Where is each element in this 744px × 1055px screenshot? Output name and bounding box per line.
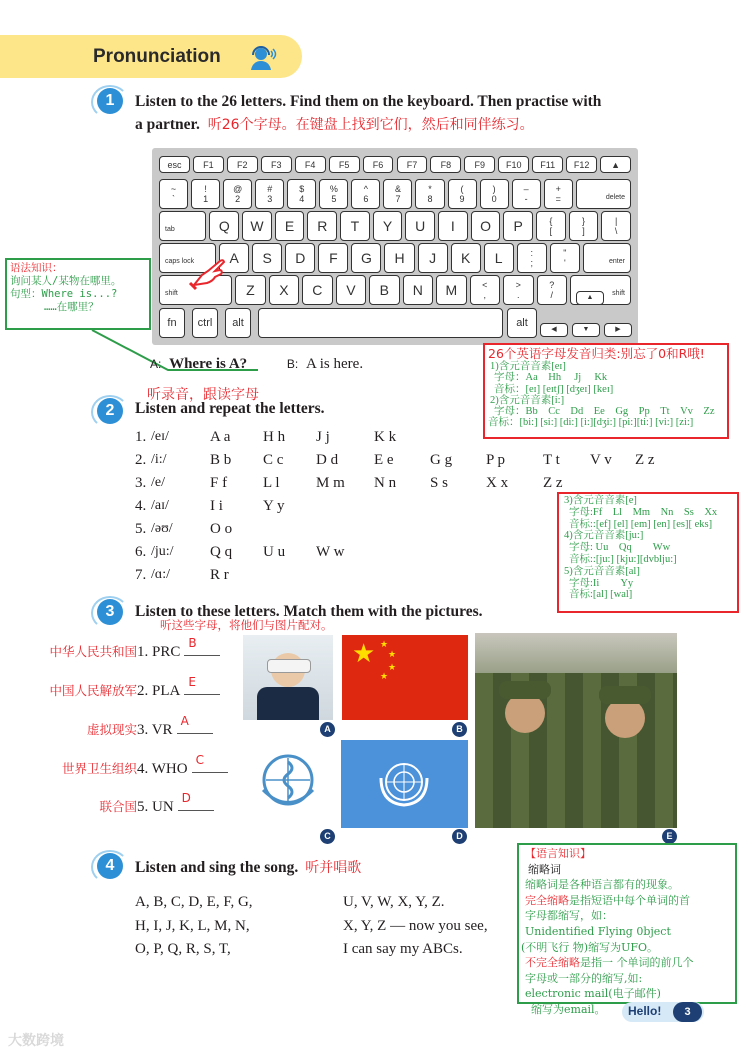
keyboard-key[interactable]: tab bbox=[159, 211, 206, 241]
section-1-translation: 听26个字母。在键盘上找到它们，然后和同伴练习。 bbox=[207, 117, 534, 133]
page-title: Pronunciation bbox=[93, 46, 221, 67]
lang-note-term: 不完全缩略 bbox=[525, 956, 580, 970]
vowel-note-line: 1)含元音音素[eɪ] bbox=[490, 361, 566, 372]
keyboard-key[interactable]: F10 bbox=[498, 156, 529, 173]
keyboard-key[interactable]: @ 2 bbox=[223, 179, 252, 209]
keyboard-key[interactable]: fn bbox=[159, 308, 185, 338]
lang-note-line: 是指短语中每个单词的首 bbox=[569, 893, 690, 907]
keyboard-key[interactable]: Z bbox=[235, 275, 265, 305]
keyboard-key[interactable]: : ; bbox=[517, 243, 547, 273]
keyboard-key[interactable]: ( 9 bbox=[448, 179, 477, 209]
vowel-note-line: 音标::[ef] [el] [em] [en] [es][ eks] bbox=[569, 518, 713, 530]
keyboard-key[interactable]: G bbox=[351, 243, 381, 273]
answer-blank[interactable] bbox=[192, 753, 228, 773]
section-2-translation: 听录音，跟读字母 bbox=[147, 387, 259, 403]
vowel-note-line: 音标:[al] [wal] bbox=[569, 589, 633, 601]
abbreviation-row bbox=[99, 797, 137, 816]
keyboard-key[interactable]: S bbox=[252, 243, 282, 273]
letter-pair: N n bbox=[374, 475, 397, 491]
vowel-note-line: 字母：Aa Hh Jj Kk bbox=[494, 372, 608, 384]
keyboard-key[interactable]: B bbox=[369, 275, 399, 305]
letter-pair: K k bbox=[374, 429, 397, 445]
letter-pair: F f bbox=[210, 475, 228, 491]
keyboard-key[interactable]: P bbox=[503, 211, 533, 241]
keyboard-key[interactable]: F5 bbox=[329, 156, 360, 173]
letter-pair: A a bbox=[210, 429, 231, 445]
keyboard-key[interactable]: F3 bbox=[261, 156, 292, 173]
section-1-title-2: a partner. bbox=[135, 116, 200, 133]
keyboard-key[interactable]: shift bbox=[159, 275, 232, 305]
keyboard-key[interactable]: Y bbox=[373, 211, 403, 241]
letter-row-ipa: /aɪ/ bbox=[151, 498, 169, 513]
answer-blank[interactable] bbox=[184, 675, 220, 695]
letter-pair: Z z bbox=[543, 475, 563, 491]
letter-row-ipa: /ju:/ bbox=[151, 544, 174, 559]
dialog-a-label: A: bbox=[150, 357, 162, 371]
keyboard-key[interactable]: F7 bbox=[397, 156, 428, 173]
letter-pair: B b bbox=[210, 452, 232, 468]
vowel-note-line: 5)含元音音素[al] bbox=[564, 565, 640, 577]
keyboard-key[interactable]: ▼ bbox=[572, 323, 600, 337]
song-line: I can say my ABCs. bbox=[343, 941, 463, 957]
keyboard-key[interactable]: L bbox=[484, 243, 514, 273]
dialog-b-text: A is here. bbox=[306, 356, 364, 372]
letter-row-ipa: /əʊ/ bbox=[151, 521, 173, 536]
vowel-note-line: 音标::[ju:] [kju:][dvblju:] bbox=[569, 553, 677, 565]
keyboard-key[interactable]: T bbox=[340, 211, 370, 241]
letter-pair: Z z bbox=[635, 452, 655, 468]
letter-pair: T t bbox=[543, 452, 560, 468]
section-2-title: Listen and repeat the letters. bbox=[135, 400, 325, 417]
section-1-badge: 1 bbox=[97, 88, 123, 114]
keyboard-key[interactable]: ? / bbox=[537, 275, 567, 305]
song-line: H, I, J, K, L, M, N, bbox=[135, 917, 250, 934]
keyboard-key[interactable]: caps lock bbox=[159, 243, 216, 273]
letter-pair: G g bbox=[430, 452, 453, 468]
abbreviation-row bbox=[49, 681, 137, 700]
letter-row-number: 7. bbox=[135, 567, 147, 583]
song-line: A, B, C, D, E, F, G, bbox=[135, 894, 253, 910]
grammar-note-line: 询问某人/某物在哪里。 bbox=[10, 275, 122, 287]
keyboard-key[interactable]: " ' bbox=[550, 243, 580, 273]
picture-label: D bbox=[452, 829, 467, 844]
keyboard-key[interactable]: shift bbox=[570, 275, 631, 305]
grammar-note-line: ……在哪里？ bbox=[44, 301, 99, 313]
keyboard-key[interactable]: X bbox=[269, 275, 299, 305]
keyboard-key[interactable]: ^ 6 bbox=[351, 179, 380, 209]
keyboard-key[interactable]: ctrl bbox=[192, 308, 218, 338]
dialog-a-text: Where is A? bbox=[169, 356, 248, 372]
letter-pair: D d bbox=[316, 452, 339, 468]
abbreviation-row bbox=[62, 759, 137, 778]
letter-row-number: 4. bbox=[135, 498, 147, 514]
keyboard-key[interactable]: F8 bbox=[430, 156, 461, 173]
keyboard-key[interactable]: % 5 bbox=[319, 179, 348, 209]
keyboard-key[interactable]: ▲ bbox=[576, 291, 604, 305]
vowel-note-line: 音标：[bi:] [si:] [di:] [i:][dʒi:] [pi:][ti:] [vi:] [zi:] bbox=[488, 417, 694, 429]
vowel-note-line: 字母: Uu Qq Ww bbox=[569, 542, 671, 554]
vowel-note-title: 26个英语字母发音归类:别忘了0和R哦! bbox=[488, 346, 705, 361]
abbreviation-row bbox=[137, 636, 220, 661]
keyboard-key[interactable]: F9 bbox=[464, 156, 495, 173]
keyboard-key[interactable]: H bbox=[384, 243, 414, 273]
vowel-note-1 bbox=[483, 343, 729, 439]
letter-pair: H h bbox=[263, 429, 286, 445]
hand-pointer-icon bbox=[188, 255, 230, 296]
abbreviation-text: 5. UN bbox=[137, 799, 174, 815]
lang-note-line: 缩写为email。 bbox=[531, 1002, 606, 1016]
keyboard-key[interactable]: U bbox=[405, 211, 435, 241]
picture-china-flag: ★ ★ ★ ★ ★ bbox=[342, 635, 468, 720]
keyboard-key[interactable]: alt bbox=[225, 308, 251, 338]
keyboard-key[interactable]: + = bbox=[544, 179, 573, 209]
keyboard-key[interactable]: esc bbox=[159, 156, 190, 173]
keyboard-key[interactable]: F12 bbox=[566, 156, 597, 173]
lang-note-title: 【语言知识】 bbox=[525, 847, 591, 860]
keyboard-key[interactable]: C bbox=[302, 275, 332, 305]
abbreviation-text: 1. PRC bbox=[137, 644, 181, 660]
section-3-title: Listen to these letters. Match them with the pictures. bbox=[135, 603, 483, 620]
letter-pair: I i bbox=[210, 498, 223, 514]
letter-row-number: 5. bbox=[135, 521, 147, 537]
keyboard-key[interactable]: enter bbox=[583, 243, 631, 273]
section-4-title: Listen and sing the song. bbox=[135, 859, 299, 876]
abbreviation-text: 2. PLA bbox=[137, 683, 181, 699]
picture-label: A bbox=[320, 722, 335, 737]
watermark: 大数跨境 bbox=[8, 1033, 64, 1049]
keyboard-key[interactable]: | \ bbox=[601, 211, 631, 241]
dialog-b-label: B: bbox=[286, 357, 299, 371]
abbreviation-row bbox=[137, 791, 214, 816]
keyboard-key[interactable]: D bbox=[285, 243, 315, 273]
picture-vr bbox=[243, 635, 333, 720]
keyboard-key[interactable]: ) 0 bbox=[480, 179, 509, 209]
letter-row-ipa: /eɪ/ bbox=[151, 429, 169, 444]
answer-blank[interactable] bbox=[177, 714, 213, 734]
keyboard-key[interactable]: E bbox=[275, 211, 305, 241]
abbreviation-row bbox=[137, 714, 213, 739]
grammar-note-title: 语法知识： bbox=[10, 262, 63, 274]
keyboard-image bbox=[152, 148, 638, 345]
letter-pair: P p bbox=[486, 452, 506, 468]
keyboard-key[interactable]: ◀ bbox=[540, 323, 568, 337]
letter-row-ipa: /e/ bbox=[151, 475, 165, 490]
letter-pair: M m bbox=[316, 475, 345, 491]
footer-hello: Hello! bbox=[628, 1004, 662, 1018]
keyboard-key[interactable]: F2 bbox=[227, 156, 258, 173]
answer-blank[interactable] bbox=[184, 636, 220, 656]
answer-letter: C bbox=[195, 753, 204, 767]
keyboard-key[interactable]: ▶ bbox=[604, 323, 632, 337]
letter-row-number: 1. bbox=[135, 429, 147, 445]
keyboard-key[interactable]: F4 bbox=[295, 156, 326, 173]
keyboard-key[interactable]: R bbox=[307, 211, 337, 241]
abbreviation-translation: 中华人民共和国 bbox=[49, 644, 137, 659]
abbreviation-text: 3. VR bbox=[137, 722, 173, 738]
keyboard-key[interactable]: # 3 bbox=[255, 179, 284, 209]
keyboard-key[interactable]: F11 bbox=[532, 156, 563, 173]
vowel-note-line: 4)含元音音素[ju:] bbox=[564, 530, 644, 542]
grammar-note-line: 句型：Where is...? bbox=[10, 288, 118, 300]
vowel-note-2 bbox=[557, 492, 739, 613]
keyboard-key[interactable]: ~ ` bbox=[159, 179, 188, 209]
vowel-note-line: 2)含元音音素[i:] bbox=[490, 394, 565, 406]
keyboard-key[interactable] bbox=[258, 308, 503, 338]
abbreviation-translation: 虚拟现实 bbox=[86, 722, 137, 737]
picture-label: C bbox=[320, 829, 335, 844]
answer-letter: E bbox=[188, 675, 196, 689]
abbreviation-translation: 联合国 bbox=[99, 799, 137, 814]
answer-letter: D bbox=[181, 791, 191, 805]
keyboard-key[interactable]: > . bbox=[503, 275, 533, 305]
letter-pair: V v bbox=[590, 452, 612, 468]
section-4-translation: 听并唱歌 bbox=[305, 860, 362, 876]
letter-row-number: 3. bbox=[135, 475, 147, 491]
keyboard-key[interactable]: < , bbox=[470, 275, 500, 305]
letter-pair: W w bbox=[316, 544, 345, 560]
letter-pair: X x bbox=[486, 475, 509, 491]
vowel-note-line: 3)含元音音素[e] bbox=[564, 495, 637, 506]
keyboard-key[interactable]: ! 1 bbox=[191, 179, 220, 209]
keyboard-key[interactable]: N bbox=[403, 275, 433, 305]
headset-icon bbox=[247, 42, 277, 72]
answer-letter: A bbox=[180, 714, 189, 728]
vowel-note-line: 字母:Ff Ll Mm Nn Ss Xx bbox=[569, 506, 718, 518]
abbreviation-translation: 中国人民解放军 bbox=[49, 683, 137, 698]
song-line: U, V, W, X, Y, Z. bbox=[343, 894, 445, 910]
section-4-badge: 4 bbox=[97, 853, 123, 879]
song-right-column bbox=[343, 891, 488, 962]
section-1-title: Listen to the 26 letters. Find them on the keyboard. Then practise with bbox=[135, 93, 602, 110]
letter-pair: Y y bbox=[263, 498, 285, 514]
section-3-badge: 3 bbox=[97, 599, 123, 625]
letter-pair: O o bbox=[210, 521, 233, 537]
vowel-note-line: 字母：Bb Cc Dd Ee Gg Pp Tt Vv Zz bbox=[494, 406, 715, 418]
keyboard-key[interactable]: – - bbox=[512, 179, 541, 209]
answer-letter: B bbox=[188, 636, 197, 650]
keyboard-key[interactable]: alt bbox=[507, 308, 537, 338]
letter-pair: S s bbox=[430, 475, 448, 491]
letter-pair: R r bbox=[210, 567, 229, 583]
picture-who-logo bbox=[243, 740, 333, 828]
lang-note-sub: 缩略词 bbox=[528, 862, 561, 876]
keyboard-key[interactable]: J bbox=[418, 243, 448, 273]
keyboard-key[interactable]: M bbox=[436, 275, 466, 305]
page-number: 3 bbox=[673, 1002, 702, 1022]
abbreviation-translation: 世界卫生组织 bbox=[61, 761, 137, 776]
keyboard-key[interactable]: { [ bbox=[536, 211, 566, 241]
picture-pla-soldiers bbox=[475, 633, 677, 828]
keyboard-key[interactable]: Q bbox=[209, 211, 239, 241]
answer-blank[interactable] bbox=[178, 791, 214, 811]
keyboard-key[interactable]: } ] bbox=[569, 211, 599, 241]
keyboard-key[interactable]: $ 4 bbox=[287, 179, 316, 209]
lang-note-line: Unidentified Flying 0bject bbox=[525, 924, 671, 938]
letter-pair: L l bbox=[263, 475, 280, 491]
lang-note-line: 是指一 个单词的前几个 bbox=[580, 956, 694, 970]
grammar-note-box bbox=[5, 258, 151, 330]
letter-pair: C c bbox=[263, 452, 284, 468]
letter-pair: Q q bbox=[210, 544, 233, 560]
keyboard-key[interactable]: delete bbox=[576, 179, 631, 209]
lang-note-line: 字母或一部分的缩写,如: bbox=[525, 971, 643, 985]
letter-pair: U u bbox=[263, 544, 286, 560]
song-line: O, P, Q, R, S, T, bbox=[135, 941, 231, 957]
letter-pair: J j bbox=[316, 429, 330, 445]
keyboard-key[interactable]: F1 bbox=[193, 156, 224, 173]
lang-note-line: (不明飞行 物)缩写为UFO。 bbox=[521, 940, 658, 954]
lang-note-line: 缩略词是各种语言都有的现象。 bbox=[525, 878, 679, 892]
abbreviation-row bbox=[137, 753, 228, 778]
lang-note-line: electronic mail(电子邮件) bbox=[525, 987, 661, 1001]
keyboard-key[interactable]: F6 bbox=[363, 156, 394, 173]
abbreviation-row bbox=[49, 642, 137, 661]
picture-label: E bbox=[662, 829, 677, 844]
keyboard-key[interactable]: I bbox=[438, 211, 468, 241]
vowel-note-line: 字母:Ii Yy bbox=[569, 577, 634, 589]
song-left-column bbox=[135, 891, 253, 962]
letter-row-number: 2. bbox=[135, 452, 147, 468]
lang-note-line: 字母都缩写，如： bbox=[525, 909, 613, 923]
abbreviation-text: 4. WHO bbox=[137, 761, 188, 777]
letter-row-number: 6. bbox=[135, 544, 147, 560]
abbreviation-row bbox=[137, 675, 220, 700]
lang-note-term: 完全缩略 bbox=[525, 893, 569, 907]
keyboard-key[interactable]: F bbox=[318, 243, 348, 273]
abbreviation-row bbox=[87, 720, 137, 739]
keyboard-key[interactable]: O bbox=[471, 211, 501, 241]
keyboard-key[interactable]: A bbox=[219, 243, 249, 273]
picture-un-flag bbox=[341, 740, 468, 828]
section-3-translation: 听这些字母，将他们与图片配对。 bbox=[160, 618, 333, 632]
section-2-badge: 2 bbox=[97, 398, 123, 424]
keyboard-key[interactable]: W bbox=[242, 211, 272, 241]
letter-row-ipa: /ɑ:/ bbox=[151, 567, 170, 582]
keyboard-key[interactable]: & 7 bbox=[383, 179, 412, 209]
letter-pair: E e bbox=[374, 452, 394, 468]
picture-label: B bbox=[452, 722, 467, 737]
letter-row-ipa: /i:/ bbox=[151, 452, 167, 467]
keyboard-key[interactable]: K bbox=[451, 243, 481, 273]
song-line: X, Y, Z — now you see, bbox=[343, 917, 488, 934]
keyboard-key[interactable]: V bbox=[336, 275, 366, 305]
vowel-note-line: 音标：[eɪ] [eɪtʃ] [dʒeɪ] [keɪ] bbox=[494, 383, 614, 395]
keyboard-key[interactable]: * 8 bbox=[415, 179, 444, 209]
keyboard-key[interactable]: ▲ bbox=[600, 156, 631, 173]
